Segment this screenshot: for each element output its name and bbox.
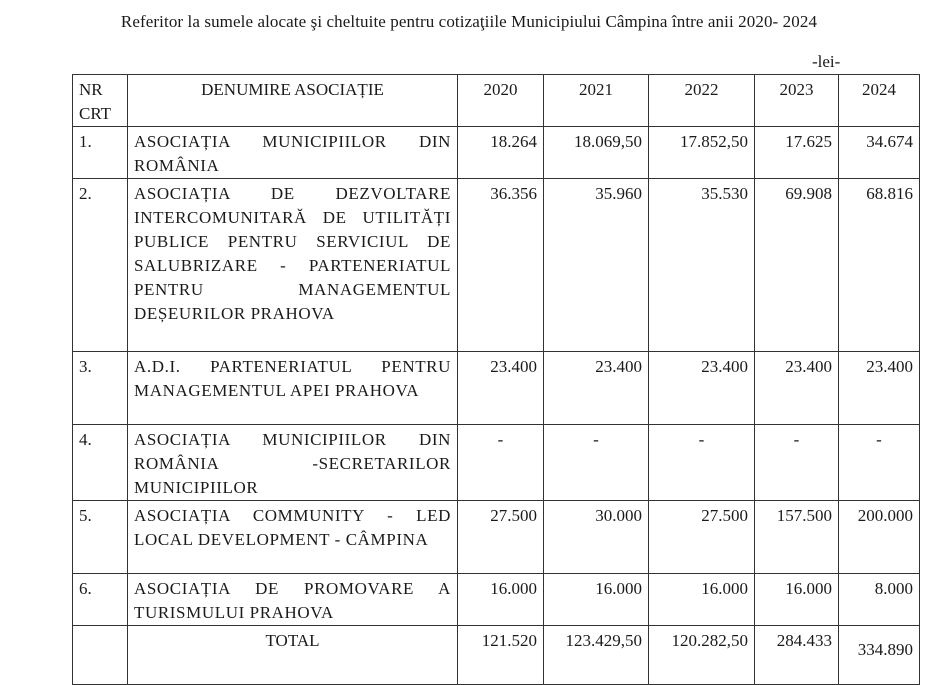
value-2024: 23.400: [839, 352, 920, 425]
header-association-name: DENUMIRE ASOCIAȚIE: [128, 75, 458, 127]
row-number: 6.: [73, 574, 128, 626]
value-2022: -: [649, 425, 755, 501]
association-name: ASOCIAȚIA MUNICIPIILOR DIN ROMÂNIA: [128, 127, 458, 179]
row-number: 2.: [73, 179, 128, 352]
row-number: 5.: [73, 501, 128, 574]
value-2021: -: [544, 425, 649, 501]
value-2021: 35.960: [544, 179, 649, 352]
value-2021: 18.069,50: [544, 127, 649, 179]
total-empty-cell: [73, 626, 128, 685]
value-2024: 200.000: [839, 501, 920, 574]
value-2020: -: [458, 425, 544, 501]
table-row: [73, 425, 920, 501]
value-2021: 16.000: [544, 574, 649, 626]
table-header-row: [73, 75, 920, 127]
value-2020: 36.356: [458, 179, 544, 352]
header-year-2024: 2024: [839, 75, 920, 127]
table-row: [73, 352, 920, 425]
header-year-2023: 2023: [755, 75, 839, 127]
total-2021: 123.429,50: [544, 626, 649, 685]
value-2021: 23.400: [544, 352, 649, 425]
row-number: 3.: [73, 352, 128, 425]
document-title: Referitor la sumele alocate şi cheltuite pentru cotizaţiile Municipiului Câmpina între anii 2020- 2024: [120, 12, 818, 31]
value-2024: -: [839, 425, 920, 501]
value-2024: 8.000: [839, 574, 920, 626]
table-row: [73, 127, 920, 179]
contributions-table: [72, 74, 920, 685]
value-2023: 23.400: [755, 352, 839, 425]
row-number: 4.: [73, 425, 128, 501]
value-2023: 69.908: [755, 179, 839, 352]
value-2020: 16.000: [458, 574, 544, 626]
value-2020: 27.500: [458, 501, 544, 574]
total-2022: 120.282,50: [649, 626, 755, 685]
header-year-2021: 2021: [544, 75, 649, 127]
currency-unit-label: -lei-: [812, 52, 841, 71]
association-name: ASOCIAȚIA DE PROMOVARE A TURISMULUI PRAHOVA: [128, 574, 458, 626]
table-row: [73, 501, 920, 574]
header-year-2022: 2022: [649, 75, 755, 127]
value-2020: 18.264: [458, 127, 544, 179]
value-2022: 35.530: [649, 179, 755, 352]
value-2022: 23.400: [649, 352, 755, 425]
total-label: TOTAL: [128, 626, 458, 685]
row-number: 1.: [73, 127, 128, 179]
value-2021: 30.000: [544, 501, 649, 574]
header-year-2020: 2020: [458, 75, 544, 127]
total-row: [73, 626, 920, 685]
value-2020: 23.400: [458, 352, 544, 425]
association-name: ASOCIAȚIA COMMUNITY - LED LOCAL DEVELOPMENT - CÂMPINA: [128, 501, 458, 574]
value-2022: 17.852,50: [649, 127, 755, 179]
value-2024: 34.674: [839, 127, 920, 179]
header-nr-crt: NR CRT: [73, 75, 128, 127]
value-2022: 16.000: [649, 574, 755, 626]
total-2024: 334.890: [839, 626, 920, 685]
value-2022: 27.500: [649, 501, 755, 574]
table-row: [73, 179, 920, 352]
value-2024: 68.816: [839, 179, 920, 352]
value-2023: 157.500: [755, 501, 839, 574]
total-2020: 121.520: [458, 626, 544, 685]
value-2023: -: [755, 425, 839, 501]
association-name: ASOCIAȚIA MUNICIPIILOR DIN ROMÂNIA -SECRETARILOR MUNICIPIILOR: [128, 425, 458, 501]
value-2023: 16.000: [755, 574, 839, 626]
association-name: ASOCIAȚIA DE DEZVOLTARE INTERCOMUNITARĂ DE UTILITĂȚI PUBLICE PENTRU SERVICIUL DE SALUBRIZARE - PARTENERIATUL PENTRU MANAGEMENTUL DEȘEURILOR PRAHOVA: [128, 179, 458, 352]
total-2023: 284.433: [755, 626, 839, 685]
value-2023: 17.625: [755, 127, 839, 179]
table-row: [73, 574, 920, 626]
association-name: A.D.I. PARTENERIATUL PENTRU MANAGEMENTUL APEI PRAHOVA: [128, 352, 458, 425]
